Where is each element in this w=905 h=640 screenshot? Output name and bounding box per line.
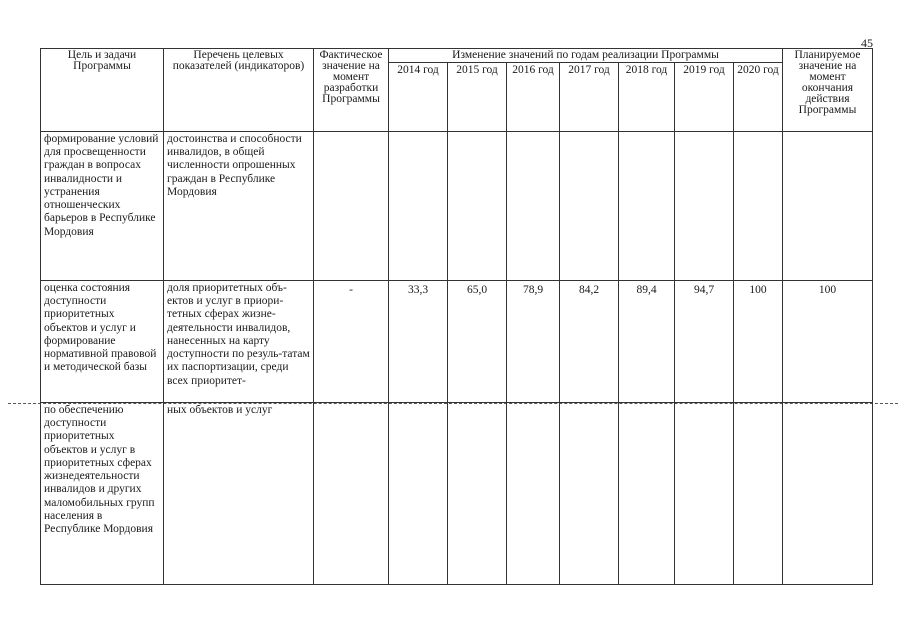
indicator-cell: ных объектов и услуг: [164, 403, 314, 585]
year-value-cell: 100: [734, 281, 783, 403]
year-value-cell: [389, 403, 448, 585]
actual-value-cell: [314, 132, 389, 281]
year-value-cell: [734, 403, 783, 585]
header-planned: Планируемое значение на момент окончания действия Программы: [783, 49, 873, 132]
table-row: [41, 403, 873, 585]
year-value-cell: [507, 132, 560, 281]
planned-value-cell: [783, 403, 873, 585]
table-row: [41, 281, 873, 403]
header-goal: Цель и задачи Программы: [41, 49, 164, 132]
goal-cell: оценка состояния доступности приоритетных объектов и услуг и формирование нормативной правовой и методической базы: [41, 281, 164, 403]
year-value-cell: [389, 132, 448, 281]
year-value-cell: [448, 132, 507, 281]
header-year: 2018 год: [619, 63, 675, 132]
year-value-cell: [560, 403, 619, 585]
header-year: 2016 год: [507, 63, 560, 132]
year-value-cell: [560, 132, 619, 281]
program-indicators-table: [40, 48, 873, 585]
actual-value-cell: [314, 403, 389, 585]
year-value-cell: 94,7: [675, 281, 734, 403]
year-value-cell: [734, 132, 783, 281]
header-year: 2019 год: [675, 63, 734, 132]
year-value-cell: 65,0: [448, 281, 507, 403]
year-value-cell: [675, 403, 734, 585]
year-value-cell: 84,2: [560, 281, 619, 403]
planned-value-cell: 100: [783, 281, 873, 403]
header-year: 2020 год: [734, 63, 783, 132]
year-value-cell: [619, 403, 675, 585]
year-value-cell: 78,9: [507, 281, 560, 403]
actual-value-cell: -: [314, 281, 389, 403]
header-year: 2017 год: [560, 63, 619, 132]
table-row: [41, 132, 873, 281]
page-number: 45: [861, 36, 873, 50]
header-actual: Фактическое значение на момент разработки Программы: [314, 49, 389, 132]
year-value-cell: [675, 132, 734, 281]
year-value-cell: [448, 403, 507, 585]
year-value-cell: 89,4: [619, 281, 675, 403]
goal-cell: формирование условий для просвещенности граждан в вопросах инвалидности и устранения отношенческих барьеров в Республике Мордовия: [41, 132, 164, 281]
indicator-cell: доля приоритетных объ-ектов и услуг в приори-тетных сферах жизне-деятельности инвалидов, нанесенных на карту доступности по резуль-татам их паспортизации, среди всех приоритет-: [164, 281, 314, 403]
indicator-cell: достоинства и способности инвалидов, в общей численности опрошенных граждан в Республике Мордовия: [164, 132, 314, 281]
year-value-cell: [619, 132, 675, 281]
header-indicators: Перечень целевых показателей (индикаторов): [164, 49, 314, 132]
header-year: 2014 год: [389, 63, 448, 132]
header-year: 2015 год: [448, 63, 507, 132]
header-change-by-year: Изменение значений по годам реализации Программы: [389, 49, 783, 63]
year-value-cell: [507, 403, 560, 585]
planned-value-cell: [783, 132, 873, 281]
goal-cell: по обеспечению доступности приоритетных объектов и услуг в приоритетных сферах жизнедеятельности инвалидов и других маломобильных групп населения в Республике Мордовия: [41, 403, 164, 585]
year-value-cell: 33,3: [389, 281, 448, 403]
